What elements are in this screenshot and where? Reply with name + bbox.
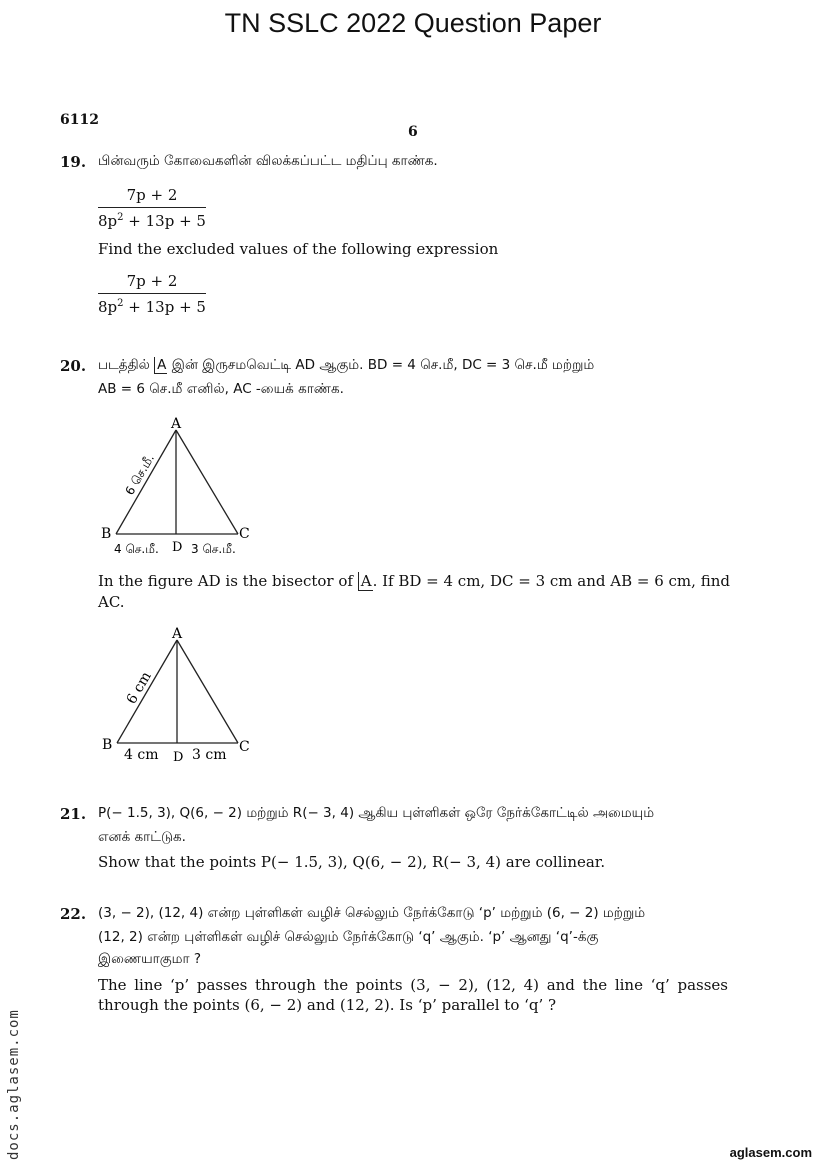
q21-number: 21. (60, 805, 87, 823)
triangle-figure-tamil (96, 412, 276, 560)
vertex-b-label: B (101, 526, 112, 542)
point-d-label: D (173, 750, 184, 765)
q19-english-text: Find the excluded values of the following expression (98, 240, 499, 258)
vertex-b-label: B (102, 737, 113, 753)
q20-english-line-2: AC. (98, 593, 125, 611)
fraction-numerator: 7p + 2 (98, 186, 206, 208)
side-ab (116, 430, 176, 534)
q20-number: 20. (60, 357, 87, 375)
bd-length-label: 4 செ.மீ. (114, 542, 159, 556)
q20-tamil-line-1: படத்தில் A இன் இருசமவெட்டி AD ஆகும். BD = 4 செ.மீ, DC = 3 செ.மீ மற்றும் (98, 357, 595, 373)
side-ac (177, 640, 238, 743)
vertex-c-label: C (239, 739, 250, 755)
angle-symbol: A (154, 357, 167, 374)
side-ab (117, 640, 177, 743)
q20-english-line-1: In the figure AD is the bisector of A. If BD = 4 cm, DC = 3 cm and AB = 6 cm, find (98, 572, 730, 590)
q22-tamil-line-2: (12, 2) என்ற புள்ளிகள் வழிச் செல்லும் நேர்க்கோடு ‘q’ ஆகும். ‘p’ ஆனது ‘q’-க்கு (98, 929, 599, 945)
triangle-figure-english (96, 622, 276, 768)
q21-english-text: Show that the points P(− 1.5, 3), Q(6, − 2), R(− 3, 4) are collinear. (98, 853, 606, 871)
q22-english-line-2: through the points (6, − 2) and (12, 2). Is ‘p’ parallel to ‘q’ ? (98, 996, 557, 1014)
q22-tamil-line-3: இணையாகுமா ? (98, 951, 202, 967)
q20-tamil-line-2: AB = 6 செ.மீ எனில், AC -யைக் காண்க. (98, 381, 344, 397)
vertex-a-label: A (172, 626, 183, 642)
document-banner-title: TN SSLC 2022 Question Paper (224, 8, 602, 38)
point-d-label: D (172, 540, 183, 555)
q19-fraction-tamil (98, 186, 206, 230)
q19-number: 19. (60, 153, 87, 171)
dc-length-label: 3 cm (192, 747, 227, 763)
q19-tamil-text: பின்வரும் கோவைகளின் விலக்கப்பட்ட மதிப்பு காண்க. (98, 153, 438, 169)
fraction-denominator: $8p^2 + 13p + 5$ (98, 212, 206, 230)
bd-length-label: 4 cm (124, 747, 159, 763)
dc-length-label: 3 செ.மீ. (191, 542, 236, 556)
angle-symbol: A (358, 572, 373, 591)
q22-number: 22. (60, 905, 87, 923)
ab-length-label: 6 cm (123, 669, 155, 707)
vertex-c-label: C (239, 526, 250, 542)
paper-code: 6112 (60, 112, 99, 128)
page-number: 6 (408, 124, 418, 140)
q22-tamil-line-1: (3, − 2), (12, 4) என்ற புள்ளிகள் வழிச் செல்லும் நேர்க்கோடு ‘p’ மற்றும் (6, − 2) மற்றும் (98, 905, 646, 921)
fraction-denominator: $8p^2 + 13p + 5$ (98, 298, 206, 316)
q21-tamil-line-1: P(− 1.5, 3), Q(6, − 2) மற்றும் R(− 3, 4) ஆகிய புள்ளிகள் ஒரே நேர்க்கோட்டில் அமையும் (98, 805, 655, 821)
footer-site-link[interactable]: aglasem.com (729, 1145, 812, 1160)
q22-english-line-1: The line ‘p’ passes through the points (3, − 2), (12, 4) and the line ‘q’ passes (98, 976, 728, 994)
q19-fraction-english (98, 272, 206, 316)
vertex-a-label: A (171, 416, 182, 432)
ab-length-label: 6 செ.மீ. (122, 451, 157, 498)
fraction-numerator: 7p + 2 (98, 272, 206, 294)
q21-tamil-line-2: எனக் காட்டுக. (98, 829, 186, 845)
side-ac (176, 430, 238, 534)
side-watermark: docs.aglasem.com (6, 1009, 22, 1160)
